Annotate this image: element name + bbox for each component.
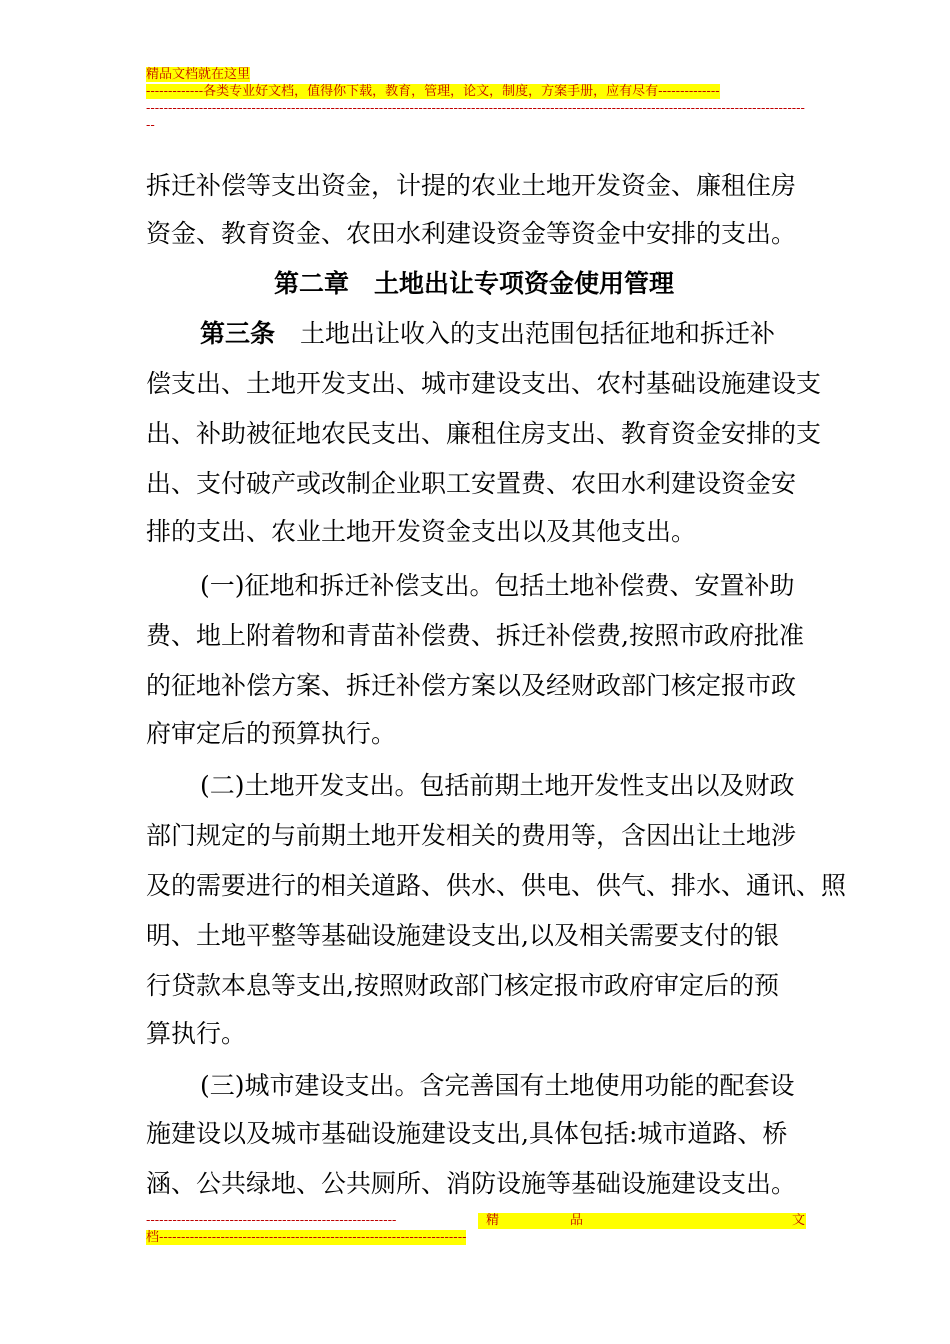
paragraph-line: 施建设以及城市基础设施建设支出,具体包括:城市道路、桥 — [146, 1119, 788, 1148]
paragraph-line: 的征地补偿方案、拆迁补偿方案以及经财政部门核定报市政 — [146, 671, 797, 700]
item-line: (二)土地开发支出。包括前期土地开发性支出以及财政 — [200, 771, 795, 800]
paragraph-line: 出、补助被征地农民支出、廉租住房支出、教育资金安排的支 — [146, 419, 822, 448]
paragraph-line: 偿支出、土地开发支出、城市建设支出、农村基础设施建设支 — [146, 369, 822, 398]
item-line: (一)征地和拆迁补偿支出。包括土地补偿费、安置补助 — [200, 571, 795, 600]
footer-continuation: 档---------------------------------------------------------------------- — [146, 1230, 467, 1245]
article-label: 第三条 — [200, 319, 276, 348]
paragraph-line: 算执行。 — [146, 1019, 247, 1048]
header-title: 精品文档就在这里 — [146, 67, 251, 82]
paragraph-line: 部门规定的与前期土地开发相关的费用等，含因出让土地涉 — [146, 821, 797, 850]
paragraph-line: 出、支付破产或改制企业职工安置费、农田水利建设资金安 — [146, 469, 797, 498]
item-line: (三)城市建设支出。含完善国有土地使用功能的配套设 — [200, 1071, 795, 1100]
footer-word-2: 品 — [570, 1213, 584, 1228]
footer-highlight — [478, 1213, 806, 1229]
footer-rule — [146, 1213, 806, 1229]
paragraph-line: 排的支出、农业土地开发资金支出以及其他支出。 — [146, 517, 697, 546]
paragraph-line: 拆迁补偿等支出资金，计提的农业土地开发资金、廉租住房 — [146, 171, 797, 200]
paragraph-line: 府审定后的预算执行。 — [146, 719, 397, 748]
chapter-heading: 第二章 土地出让专项资金使用管理 — [274, 269, 675, 298]
footer-word-1: 精 — [486, 1213, 500, 1228]
article-line — [200, 310, 775, 358]
paragraph-line: 明、土地平整等基础设施建设支出,以及相关需要支付的银 — [146, 921, 779, 950]
article-text: 土地出让收入的支出范围包括征地和拆迁补 — [275, 319, 776, 348]
header-rule-tail: -- — [146, 118, 155, 133]
paragraph-line: 及的需要进行的相关道路、供水、供电、供气、排水、通讯、照 — [146, 871, 847, 900]
paragraph-line: 费、地上附着物和青苗补偿费、拆迁补偿费,按照市政府批准 — [146, 621, 804, 650]
header-tagline: -------------各类专业好文档，值得你下载，教育，管理，论文，制度，方案手册，应有尽有-------------- — [146, 84, 720, 99]
paragraph-line: 资金、教育资金、农田水利建设资金等资金中安排的支出。 — [146, 219, 797, 248]
paragraph-line: 涵、公共绿地、公共厕所、消防设施等基础设施建设支出。 — [146, 1169, 797, 1198]
paragraph-line: 行贷款本息等支出,按照财政部门核定报市政府审定后的预 — [146, 971, 779, 1000]
footer-word-3: 文 — [792, 1213, 806, 1228]
header-rule: ------------------------------------------------------------------------------------------------------------------------------------------------------ — [146, 101, 805, 116]
footer-left-rule: --------------------------------------------------------- — [146, 1213, 397, 1228]
